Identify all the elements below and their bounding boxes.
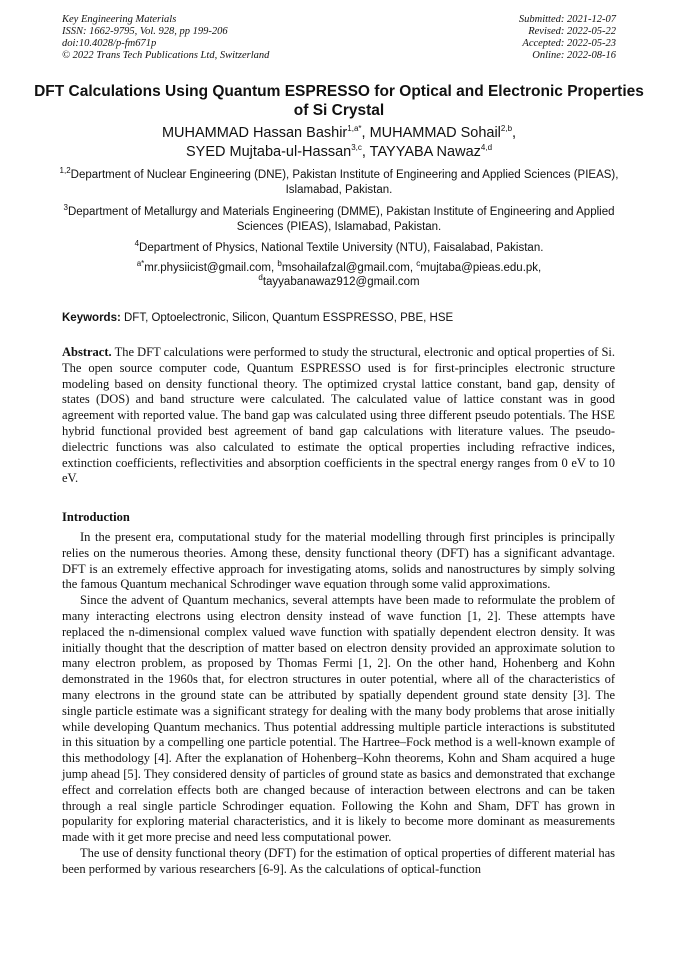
email-sup: c <box>416 259 421 269</box>
author-name: TAYYABA Nawaz <box>369 144 481 160</box>
email-list <box>40 261 638 289</box>
author-list <box>30 124 648 162</box>
affiliation-text: Department of Metallurgy and Materials Engineering (DMME), Pakistan Institute of Engineering and Applied Sciences (PIEAS), Islamabad, Pakistan. <box>67 206 615 233</box>
abstract-text: The DFT calculations were performed to study the structural, electronic and optical properties of Si. The open source computer code, Quantum ESPRESSO used is for first-principles electronic structure modeling based on density functional theory. The optimized crystal lattice constant, band gap, density of states (DOS) and band structure were calculated. The calculated value of lattice constant was in good agreement with reported value. The band gap was calculated using three different pseudo potentials. The HSE hybrid functional provided best agreement of band gap calculations with literature values. The pseudo-dielectric functions was also calculated to estimate the optical properties including refractive indices, extinction coefficients, reflectivities and absorption coefficients in the spectral energy ranges from 0 eV to 10 eV. <box>62 345 615 486</box>
email-sup: a* <box>136 259 145 269</box>
paper-title: DFT Calculations Using Quantum ESPRESSO for Optical and Electronic Properties of Si Crystal <box>34 83 644 119</box>
abstract <box>62 345 615 487</box>
author-name: MUHAMMAD Hassan Bashir <box>161 125 348 141</box>
email-link[interactable]: tayyabanawaz912@gmail.com <box>262 276 420 288</box>
affiliation <box>40 205 638 235</box>
email-link[interactable]: mujtaba@pieas.edu.pk <box>420 262 539 274</box>
journal-header <box>62 14 269 62</box>
journal-doi: doi:10.4028/p-fm671p <box>62 38 157 49</box>
author-sup: 3,c <box>351 143 362 153</box>
author-name: MUHAMMAD Sohail <box>369 125 501 141</box>
date-accepted: Accepted: 2022-05-23 <box>522 38 616 49</box>
date-online: Online: 2022-08-16 <box>532 50 616 61</box>
keywords <box>62 311 622 326</box>
affiliation-sup: 3 <box>63 203 68 213</box>
journal-copyright: © 2022 Trans Tech Publications Ltd, Switzerland <box>62 50 270 61</box>
author-sep: , <box>512 125 517 141</box>
author-sup: 2,b <box>500 124 513 134</box>
abstract-label: Abstract. <box>62 345 112 359</box>
email-link[interactable]: msohailafzal@gmail.com <box>281 262 410 274</box>
keywords-text: DFT, Optoelectronic, Silicon, Quantum ESSPRESSO, PBE, HSE <box>124 312 454 324</box>
author-sep: , <box>361 125 370 141</box>
paragraph: The use of density functional theory (DFT) for the estimation of optical properties of different material has been performed by various researchers [6-9]. As the calculations of optical-function <box>62 845 615 876</box>
journal-name: Key Engineering Materials <box>62 14 177 25</box>
date-submitted: Submitted: 2021-12-07 <box>518 14 616 25</box>
email-sep: , <box>271 262 278 274</box>
affiliation-text: Department of Nuclear Engineering (DNE), Pakistan Institute of Engineering and Applied Sciences (PIEAS), Islamabad, Pakistan. <box>70 169 619 196</box>
affiliation-sup: 1,2 <box>59 166 71 176</box>
email-sup: d <box>258 273 263 283</box>
email-sup: b <box>277 259 282 269</box>
author-name: SYED Mujtaba-ul-Hassan <box>185 144 352 160</box>
author-sep: , <box>361 144 370 160</box>
journal-issn: ISSN: 1662-9795, Vol. 928, pp 199-206 <box>62 26 228 37</box>
keywords-label: Keywords: <box>62 312 121 324</box>
paragraph: In the present era, computational study for the material modelling through first principles is principally relies on the numerous theories. Among these, density functional theory (DFT) has a significant advantage. DFT is an extremely effective approach for investigating atoms, solids and nanostructures by simply solving the famous Quantum mechanical Schrodinger wave equation through some valid approximations. <box>62 530 615 592</box>
email-sep: , <box>409 262 417 274</box>
affiliation-sup: 4 <box>134 239 140 249</box>
affiliation-text: Department of Physics, National Textile University (NTU), Faisalabad, Pakistan. <box>139 242 544 254</box>
affiliation <box>40 168 638 198</box>
paragraph: Since the advent of Quantum mechanics, several attempts have been made to reformulate the problem of many interacting electrons using electron density instead of wave function [1, 2]. These attempts have replaced the n-dimensional complex valued wave function with spatially dependent electron density. It was initially thought that the description of matter based on electron density provided an approximate solution to many electron problem, as proposed by Thomas Fermi [1, 2]. On the other hand, Hohenberg and Kohn demonstrated in the 1960s that, for electron structures in outer potential, where all of the characteristics of many electrons in the ground state can be attributed by spatially dependent ground state density [3]. The single particle estimate was a significant strategy for dealing with the many body problems that arose initially while developing Quantum mechanics. Thus potential addressing multiple particle interactions is substituted in this situation by a compelling one particle potential. The Hartree–Fock method is a well-known example of this methodology [4]. After the explanation of Hohenberg–Kohn theorems, Kohn and Sham acquired a huge jump ahead [5]. They considered density of particles of ground state as basics and demonstrated that exchange effect and correlation effects both are changed because of interaction between electrons and can be taken through a real single particle Schrodinger equation. Following the Kohn and Sham, DFT has grown in popularity for exploring material characteristics, and it is likely to become more dominant as measurements made with it get more precise and need less computational power. <box>62 593 615 845</box>
email-sep: , <box>538 262 542 274</box>
author-sup: 4,d <box>480 143 493 153</box>
section-heading: Introduction <box>62 510 130 524</box>
author-sup: 1,a* <box>347 124 362 134</box>
email-link[interactable]: mr.physiicist@gmail.com <box>144 262 271 274</box>
introduction-body <box>62 530 615 878</box>
affiliation <box>40 241 638 256</box>
date-revised: Revised: 2022-05-22 <box>528 26 616 37</box>
dates-header <box>519 14 616 62</box>
